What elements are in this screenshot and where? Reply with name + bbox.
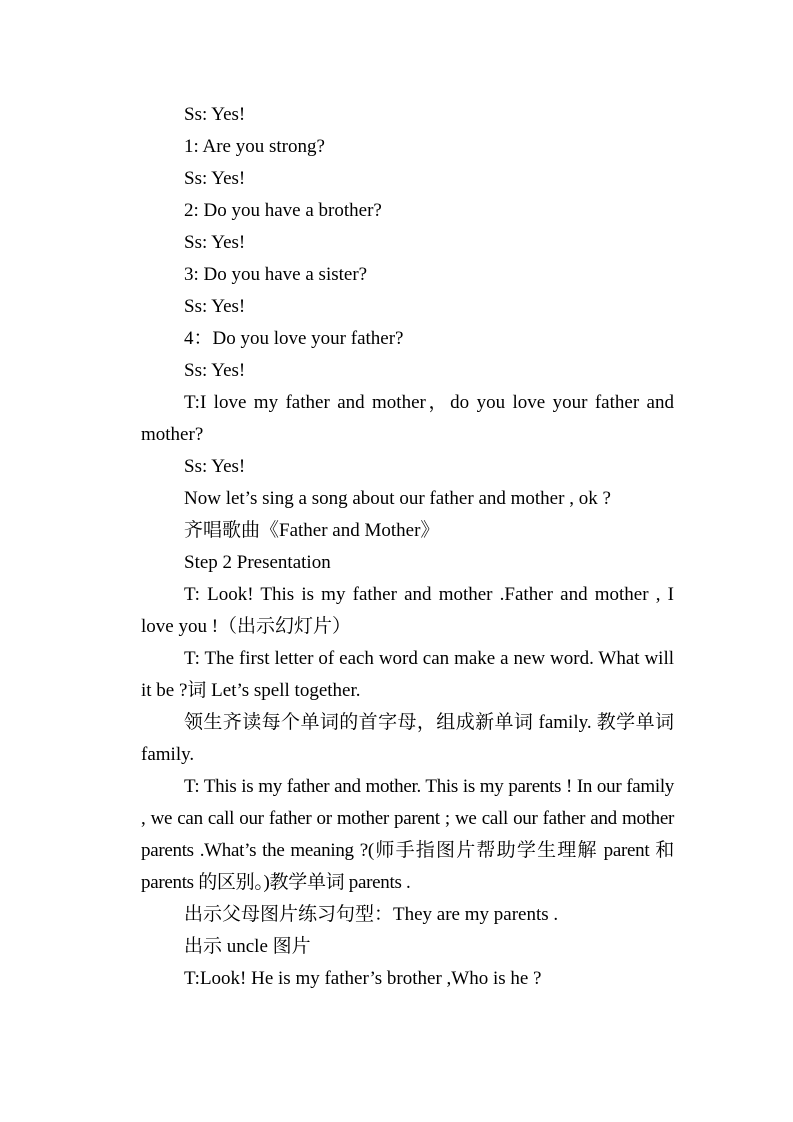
dialogue-line: Ss: Yes! <box>184 360 246 381</box>
dialogue-line: Now let’s sing a song about our father and mother , ok ? <box>184 488 611 509</box>
step-heading: Step 2 Presentation <box>184 552 331 573</box>
dialogue-line: Ss: Yes! <box>184 232 246 253</box>
instruction-line: 齐唱歌曲《Father and Mother》 <box>184 520 440 541</box>
dialogue-paragraph: T: This is my father and mother. This is my parents ! In our family , we can call our father or mother parent ; we call our father and mother parents .What’s the meaning ?(师手指图片帮助学生理解 parent 和 parents 的区别。)教学单词 parents . <box>141 776 674 893</box>
dialogue-line: T:Look! He is my father’s brother ,Who is he ? <box>184 968 542 989</box>
dialogue-paragraph: T: The first letter of each word can make a new word. What will it be ?词 Let’s spell together. <box>141 648 674 701</box>
dialogue-line: Ss: Yes! <box>184 296 246 317</box>
dialogue-line: 2: Do you have a brother? <box>184 200 382 221</box>
dialogue-line: 4：Do you love your father? <box>184 328 404 349</box>
dialogue-line: 1: Are you strong? <box>184 136 325 157</box>
dialogue-line: 3: Do you have a sister? <box>184 264 368 285</box>
dialogue-paragraph: T:I love my father and mother，do you love your father and mother? <box>141 392 674 445</box>
instruction-paragraph: 领生齐读每个单词的首字母，组成新单词 family. 教学单词 family. <box>141 712 674 765</box>
document-body <box>141 99 674 995</box>
dialogue-paragraph: T: Look! This is my father and mother .Father and mother , I love you !（出示幻灯片） <box>141 584 674 637</box>
instruction-line: 出示父母图片练习句型：They are my parents . <box>184 904 559 925</box>
dialogue-line: Ss: Yes! <box>184 456 246 477</box>
instruction-line: 出示 uncle 图片 <box>184 936 311 957</box>
dialogue-line: Ss: Yes! <box>184 104 246 125</box>
dialogue-line: Ss: Yes! <box>184 168 246 189</box>
